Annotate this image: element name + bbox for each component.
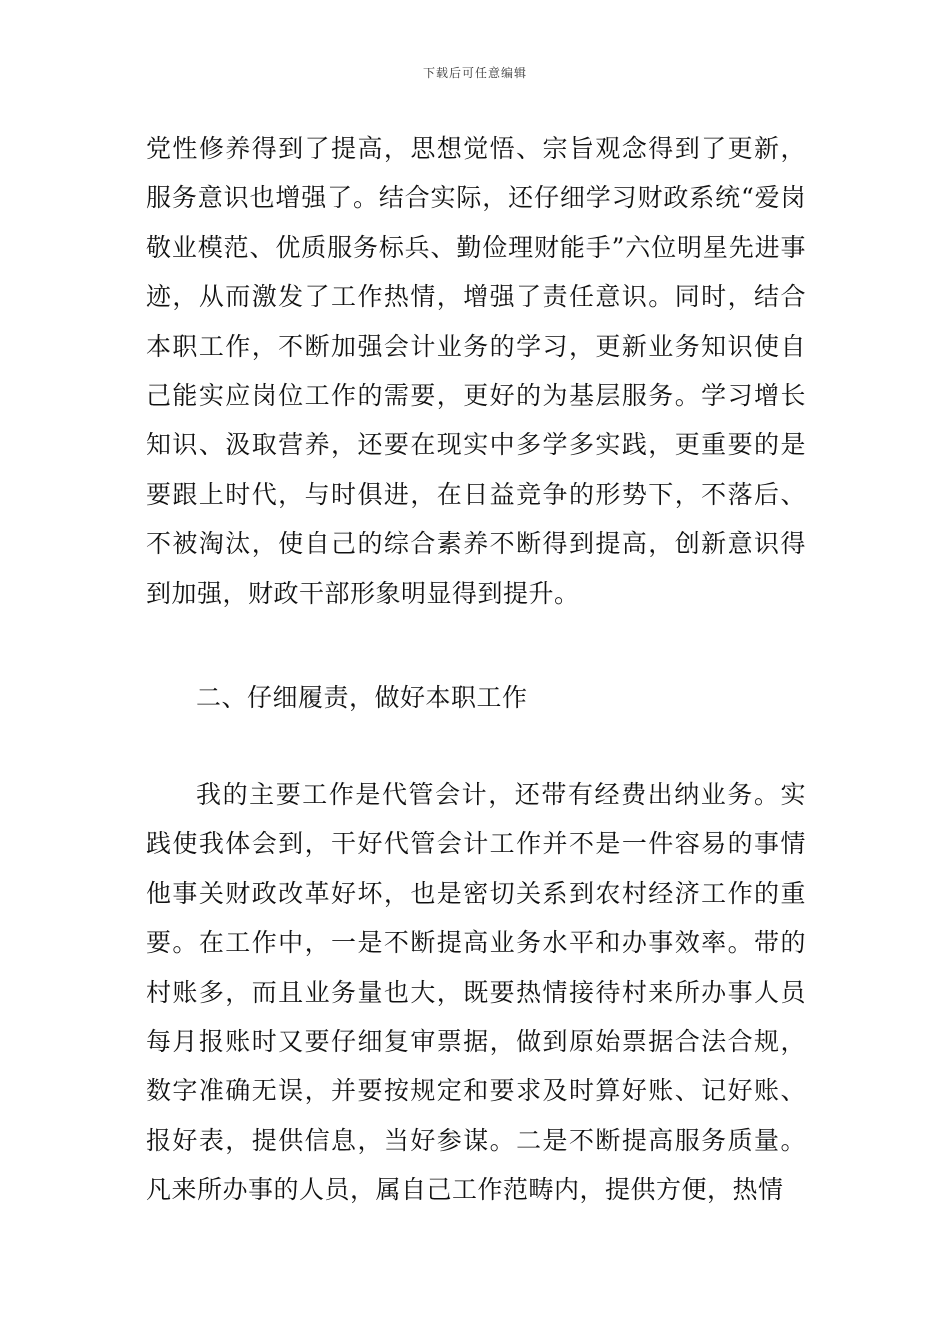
body-paragraph-1: 党性修养得到了提高，思想觉悟、宗旨观念得到了更新，服务意识也增强了。结合实际，还仔细学习财政系统“爱岗敬业模范、优质服务标兵、勤俭理财能手”六位明星先进事迹，从而激发了工作热情，增强了责任意识。同时，结合本职工作，不断加强会计业务的学习，更新业务知识使自己能实应岗位工作的需要，更好的为基层服务。学习增长知识、汲取营养，还要在现实中多学多实践，更重要的是要跟上时代，与时俱进，在日益竞争的形势下，不落后、不被淘汰，使自己的综合素养不断得到提高，创新意识得到加强，财政干部形象明显得到提升。 (146, 134, 806, 608)
section-heading: 二、仔细履责，做好本职工作 (196, 683, 528, 712)
download-note: 下载后可任意编辑 (422, 66, 527, 80)
body-paragraph-2: 我的主要工作是代管会计，还带有经费出纳业务。实践使我体会到，干好代管会计工作并不是一件容易的事情他事关财政改革好坏，也是密切关系到农村经济工作的重要。在工作中，一是不断提高业务水平和办事效率。带的村账多，而且业务量也大，既要热情接待村来所办事人员每月报账时又要仔细复审票据，做到原始票据合法合规，数字准确无误，并要按规定和要求及时算好账、记好账、报好表，提供信息，当好参谋。二是不断提高服务质量。凡来所办事的人员，属自己工作范畴内，提供方便，热情 (146, 780, 806, 1205)
